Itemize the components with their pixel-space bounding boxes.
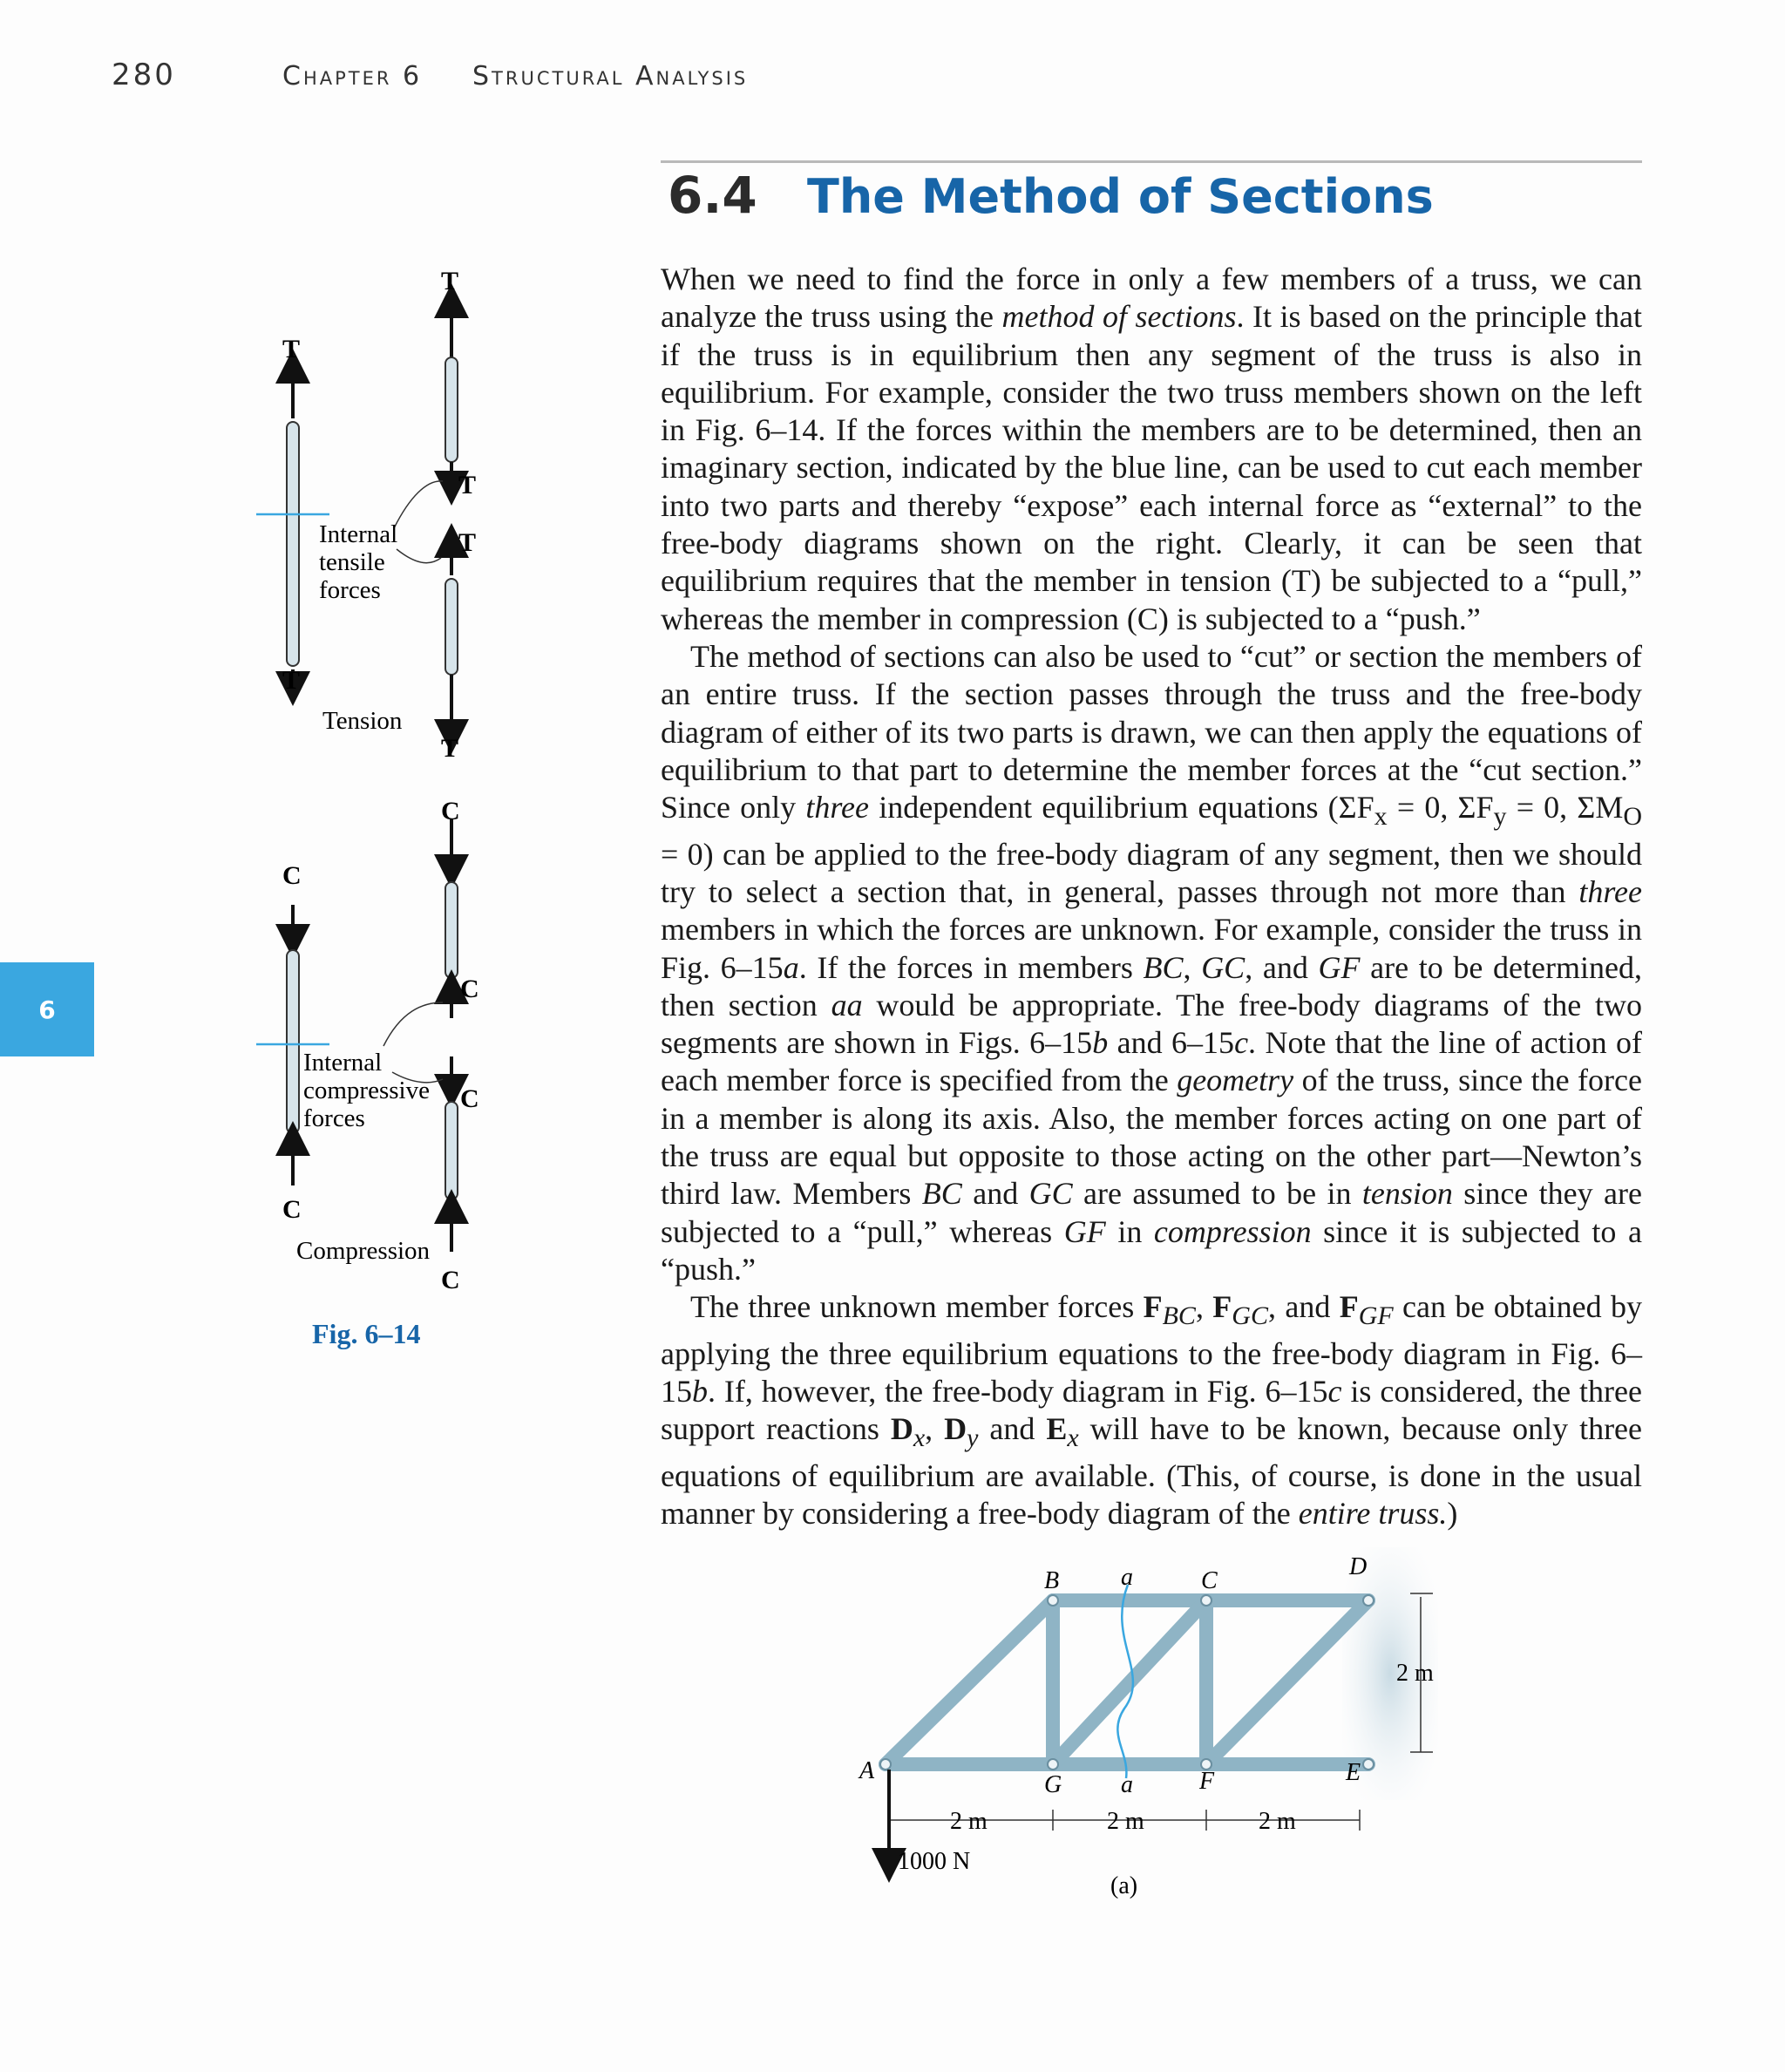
compression-member-left — [256, 905, 329, 1185]
paragraph-3: The three unknown member forces $F_{BC}$, $F_{GC}$, and $F_{GF}$ can be obtained by applying the three equilibrium equations to the free-body diagram in Fig. 6–15b. If, however, the free-body diagram in Fig. 6–15c is considered, the three support reactions $D_x$, $D_y$ and $E_x$ will have to be known, because only three equations of equilibrium are available. (This, of course, is done in the usual manner by considering a free-body diagram of the entire truss.) — [661, 1289, 1643, 1532]
figure-caption-6-14: Fig. 6–14 — [312, 1318, 421, 1349]
span-dimension-1: 2 m — [950, 1808, 988, 1835]
force-letter-c4: C — [460, 975, 479, 1003]
section-label-a-top: a — [1121, 1564, 1133, 1591]
internal-compressive-line2: compressive — [303, 1077, 430, 1104]
joint-label-e: E — [1346, 1759, 1361, 1786]
joint-label-g: G — [1044, 1771, 1062, 1798]
force-letter-t1: T — [282, 335, 301, 363]
force-letter-t5: T — [458, 528, 477, 557]
span-dimension-2: 2 m — [1107, 1808, 1144, 1835]
internal-compressive-line1: Internal — [303, 1049, 383, 1077]
force-letter-c6: C — [441, 1266, 460, 1294]
internal-tensile-line1: Internal — [319, 520, 398, 548]
internal-tensile-line3: forces — [319, 576, 381, 604]
force-letter-c5: C — [460, 1084, 479, 1113]
figure-6-14 — [244, 262, 523, 1308]
paragraph-1: When we need to find the force in only a few members of a truss, we can analyze the truss using the method of sections. It is based on the principle that if the truss is in equilibrium then any segment of the truss is also in equilibrium. For example, consider the two truss members shown on the left in Fig. 6–14. If the forces within the members are to be determined, then an imaginary section, indicated by the blue line, can be used to cut each member into two parts and thereby “expose” each internal force as “external” to the free-body diagrams shown on the right. Clearly, it can be seen that equilibrium requires that the member in tension (T) be subjected to a “pull,” whereas the member in compression (C) is subjected to a “push.” — [661, 262, 1642, 636]
joint-label-f: F — [1199, 1768, 1215, 1795]
figure-6-15a — [837, 1543, 1464, 1900]
joint-label-c: C — [1201, 1567, 1218, 1594]
compression-member-right — [383, 819, 458, 1252]
chapter-tab: 6 — [0, 962, 94, 1056]
force-letter-t4: T — [458, 471, 477, 499]
section-label-a-bottom: a — [1121, 1771, 1133, 1798]
force-letter-c1: C — [282, 861, 302, 890]
body-text — [661, 261, 1642, 1532]
joint-label-a: A — [859, 1757, 875, 1784]
internal-compressive-line3: forces — [303, 1104, 365, 1132]
joint-label-d: D — [1349, 1553, 1368, 1580]
force-letter-t2: T — [282, 666, 301, 695]
force-letter-t3: T — [441, 267, 459, 296]
tension-label: Tension — [322, 707, 403, 735]
load-label: 1000 N — [898, 1848, 971, 1875]
paragraph-2: The method of sections can also be used to “cut” or section the members of an entire truss. If the section passes through the truss and the free-body diagram of either of its two parts is drawn, we can then apply the equations of equilibrium to that part to determine the member forces at the “cut section.” Since only three independent equilibrium equations ($\Sigma F_x = 0$, $\Sigma F_y = 0$, $\Sigma M_O = 0$) can be applied to the free-body diagram of any segment, then we should try to select a section that, in general, passes through not more than three members in which the forces are unknown. For example, consider the truss in Fig. 6–15a. If the forces in members BC, GC, and GF are to be determined, then section aa would be appropriate. The free-body diagrams of the two segments are shown in Figs. 6–15b and 6–15c. Note that the line of action of each member force is specified from the geometry of the truss, since the force in a member is along its axis. Also, the member forces acting on one part of the truss are equal but opposite to those acting on the other part—Newton’s third law. Members BC and GC are assumed to be in tension since they are subjected to a “pull,” whereas GF in compression since it is subjected to a “push.” — [661, 638, 1643, 1287]
section-title: The Method of Sections — [807, 169, 1434, 224]
chapter-label: Chapter 6 — [282, 61, 423, 92]
height-dimension-label: 2 m — [1396, 1660, 1434, 1687]
force-letter-t6: T — [441, 734, 459, 763]
force-letter-c2: C — [282, 1195, 302, 1224]
tension-member-right — [394, 301, 458, 737]
chapter-title: Structural Analysis — [472, 61, 749, 92]
section-number: 6.4 — [668, 166, 757, 225]
compression-label: Compression — [296, 1237, 431, 1265]
force-letter-c3: C — [441, 797, 460, 825]
joint-label-b: B — [1044, 1567, 1060, 1594]
page-number: 280 — [112, 58, 176, 92]
section-rule — [661, 160, 1642, 163]
truss-members — [886, 1600, 1368, 1764]
span-dimension-3: 2 m — [1259, 1808, 1296, 1835]
internal-tensile-line2: tensile — [319, 548, 385, 576]
figure-sub-caption: (a) — [1110, 1872, 1138, 1899]
